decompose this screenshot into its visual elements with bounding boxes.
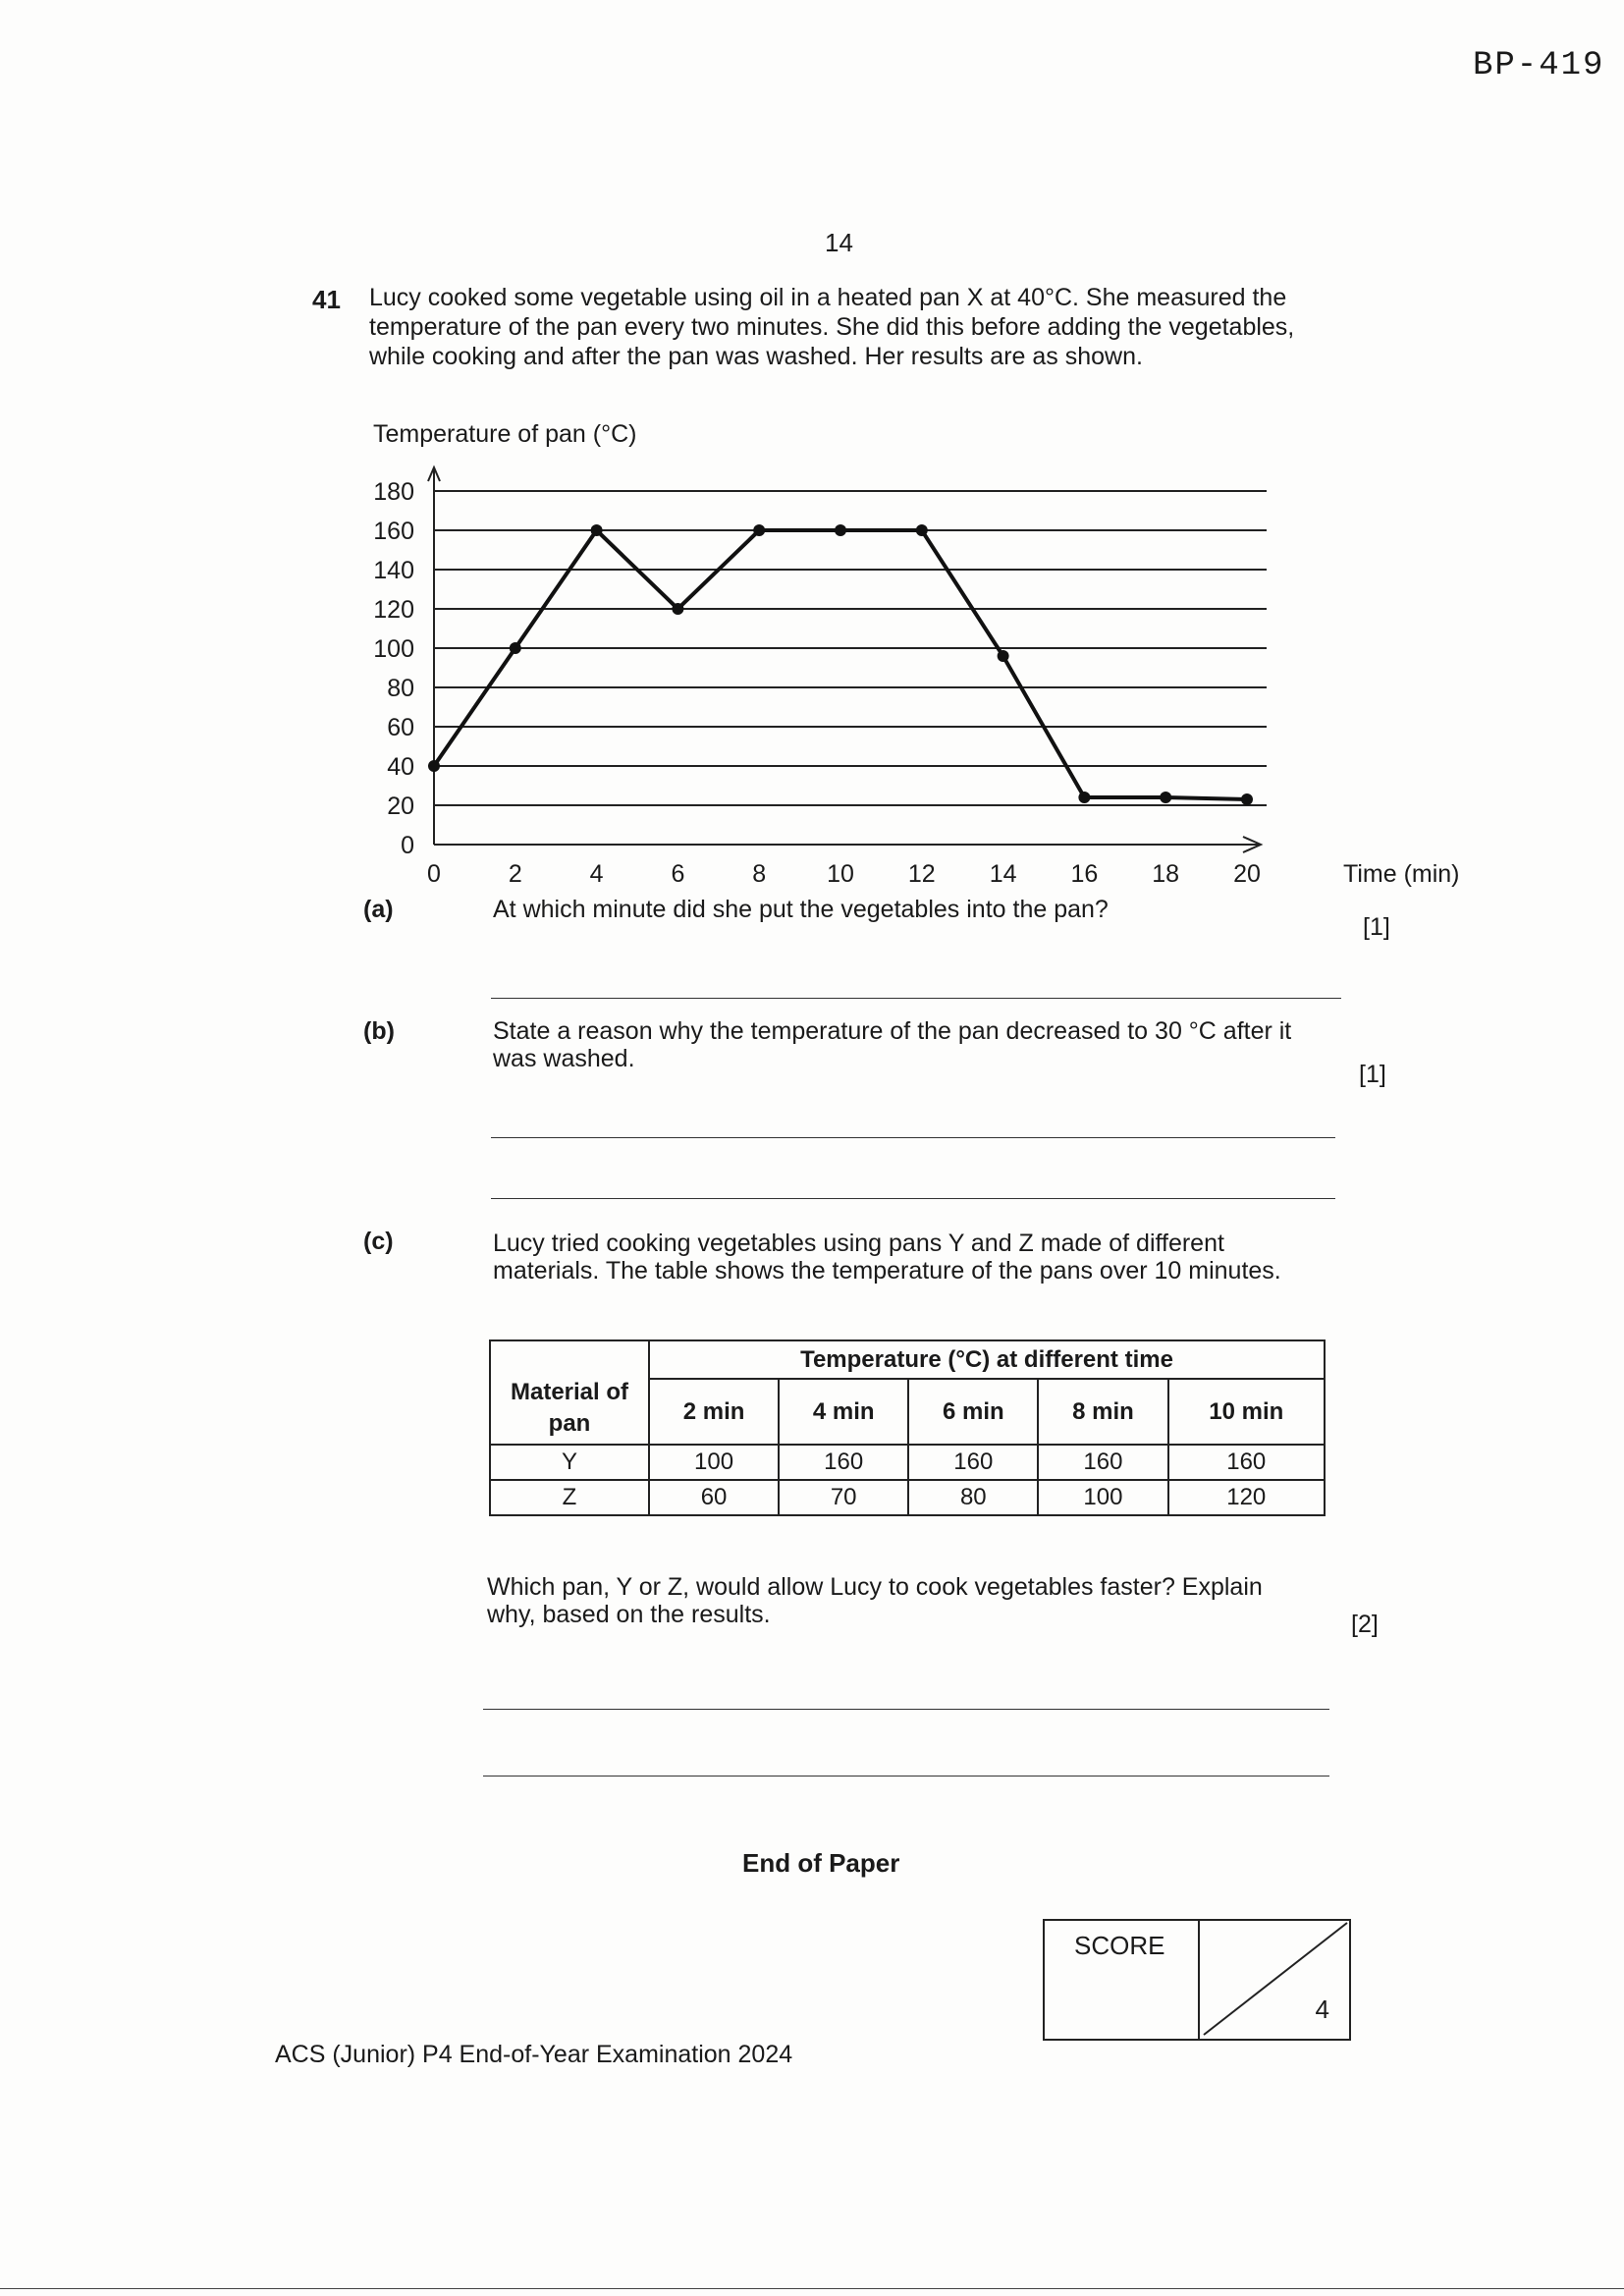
chart-y-tick-label: 120 <box>373 596 414 624</box>
score-box <box>1043 1919 1351 2041</box>
page-bottom-rule <box>0 2288 1624 2289</box>
table-cell: 160 <box>908 1445 1038 1480</box>
chart-x-tick-label: 12 <box>907 860 936 888</box>
chart-x-tick-label: 2 <box>508 860 522 888</box>
table-cell: 70 <box>779 1480 908 1515</box>
answer-line[interactable] <box>483 1709 1329 1710</box>
part-b-label: (b) <box>363 1017 395 1045</box>
page-number: 14 <box>825 228 853 257</box>
chart-y-tick-label: 40 <box>387 753 414 781</box>
table-column-header: 8 min <box>1038 1379 1167 1445</box>
chart-x-tick-label: 8 <box>752 860 767 888</box>
table-column-header: 6 min <box>908 1379 1038 1445</box>
table-group-header: Temperature (°C) at different time <box>649 1340 1325 1379</box>
score-label: SCORE <box>1074 1931 1165 1960</box>
part-a-label: (a) <box>363 896 394 923</box>
chart-x-tick-label: 10 <box>827 860 854 888</box>
part-c-question-line: Which pan, Y or Z, would allow Lucy to cook vegetables faster? Explain <box>487 1573 1263 1601</box>
chart-x-tick-label: 16 <box>1070 860 1099 888</box>
chart-data-point <box>753 524 765 536</box>
table-cell-material: Y <box>490 1445 649 1480</box>
table-cell: 160 <box>1168 1445 1326 1480</box>
table-cell: 80 <box>908 1480 1038 1515</box>
part-c-question-line: why, based on the results. <box>487 1601 771 1628</box>
answer-line[interactable] <box>483 1776 1329 1777</box>
score-value-cell[interactable] <box>1200 1921 1349 2039</box>
part-c-line: materials. The table shows the temperature of the pans over 10 minutes. <box>493 1257 1281 1285</box>
chart-data-point <box>672 603 683 615</box>
chart-data-point <box>1078 792 1090 803</box>
part-b-line: was washed. <box>493 1045 635 1072</box>
part-b-line: State a reason why the temperature of the pan decreased to 30 °C after it <box>493 1017 1292 1045</box>
chart-y-tick-label: 60 <box>387 714 414 741</box>
part-c-text <box>493 1230 1337 1285</box>
chart-y-tick-label: 20 <box>387 793 414 820</box>
chart-data-point <box>428 760 440 772</box>
table-cell: 60 <box>649 1480 779 1515</box>
part-a-text: At which minute did she put the vegetables into the pan? <box>493 896 1109 923</box>
chart-data-point <box>591 524 603 536</box>
chart-x-tick-label: 18 <box>1152 860 1180 888</box>
chart-data-point <box>1160 792 1171 803</box>
chart-x-tick-label: 20 <box>1233 860 1261 888</box>
chart-data-point <box>916 524 928 536</box>
chart-data-point <box>1241 793 1253 805</box>
pan-temperature-table <box>489 1339 1326 1516</box>
chart-y-tick-label: 80 <box>387 675 414 702</box>
chart-y-tick-label: 180 <box>373 478 414 506</box>
part-c-label: (c) <box>363 1228 394 1255</box>
question-stem-line: Lucy cooked some vegetable using oil in a heated pan X at 40°C. She measured the <box>369 284 1287 311</box>
table-cell: 160 <box>1038 1445 1167 1480</box>
table-cell: 160 <box>779 1445 908 1480</box>
chart-y-tick-label: 0 <box>401 832 414 859</box>
chart-x-tick-label: 0 <box>427 860 441 888</box>
table-cell: 100 <box>649 1445 779 1480</box>
question-stem-line: while cooking and after the pan was washed. Her results are as shown. <box>369 343 1143 370</box>
table-row <box>490 1480 1325 1515</box>
chart-series-line <box>434 530 1247 799</box>
chart-x-tick-label: 4 <box>589 860 604 888</box>
part-c-question <box>487 1573 1331 1628</box>
paper-code: BP-419 <box>1473 47 1605 84</box>
answer-line[interactable] <box>491 998 1341 999</box>
part-c-line: Lucy tried cooking vegetables using pans Y and Z made of different <box>493 1230 1224 1257</box>
table-cell-material: Z <box>490 1480 649 1515</box>
chart-data-point <box>510 642 521 654</box>
part-b-marks: [1] <box>1359 1061 1386 1088</box>
answer-line[interactable] <box>491 1198 1335 1199</box>
table-header-row <box>490 1340 1325 1379</box>
part-b-text <box>493 1017 1337 1072</box>
table-cell: 100 <box>1038 1480 1167 1515</box>
chart-x-axis-label: Time (min) <box>1343 860 1460 888</box>
part-c-marks: [2] <box>1351 1611 1379 1638</box>
score-total: 4 <box>1315 1995 1329 2024</box>
table-row <box>490 1445 1325 1480</box>
question-number: 41 <box>312 285 341 314</box>
table-cell: 120 <box>1168 1480 1326 1515</box>
footer-exam-title: ACS (Junior) P4 End-of-Year Examination 2024 <box>275 2041 793 2068</box>
table-column-header: 10 min <box>1168 1379 1326 1445</box>
part-a-marks: [1] <box>1363 913 1390 941</box>
chart-x-tick-label: 6 <box>671 860 685 888</box>
chart-data-point <box>835 524 846 536</box>
chart-x-tick-label: 14 <box>989 860 1017 888</box>
chart-y-axis-label: Temperature of pan (°C) <box>373 420 637 448</box>
table-column-header: 2 min <box>649 1379 779 1445</box>
question-stem <box>369 283 1341 371</box>
question-stem-line: temperature of the pan every two minutes. She did this before adding the vegetables, <box>369 313 1295 341</box>
chart-y-tick-label: 140 <box>373 557 414 584</box>
score-label-cell <box>1045 1921 1200 2039</box>
table-row-header: Material of pan <box>490 1340 649 1445</box>
chart-y-tick-label: 160 <box>373 518 414 545</box>
answer-line[interactable] <box>491 1137 1335 1138</box>
end-of-paper: End of Paper <box>742 1848 900 1878</box>
chart-y-tick-label: 100 <box>373 635 414 663</box>
chart-data-point <box>998 650 1009 662</box>
temperature-line-chart <box>353 462 1296 894</box>
table-column-header: 4 min <box>779 1379 908 1445</box>
